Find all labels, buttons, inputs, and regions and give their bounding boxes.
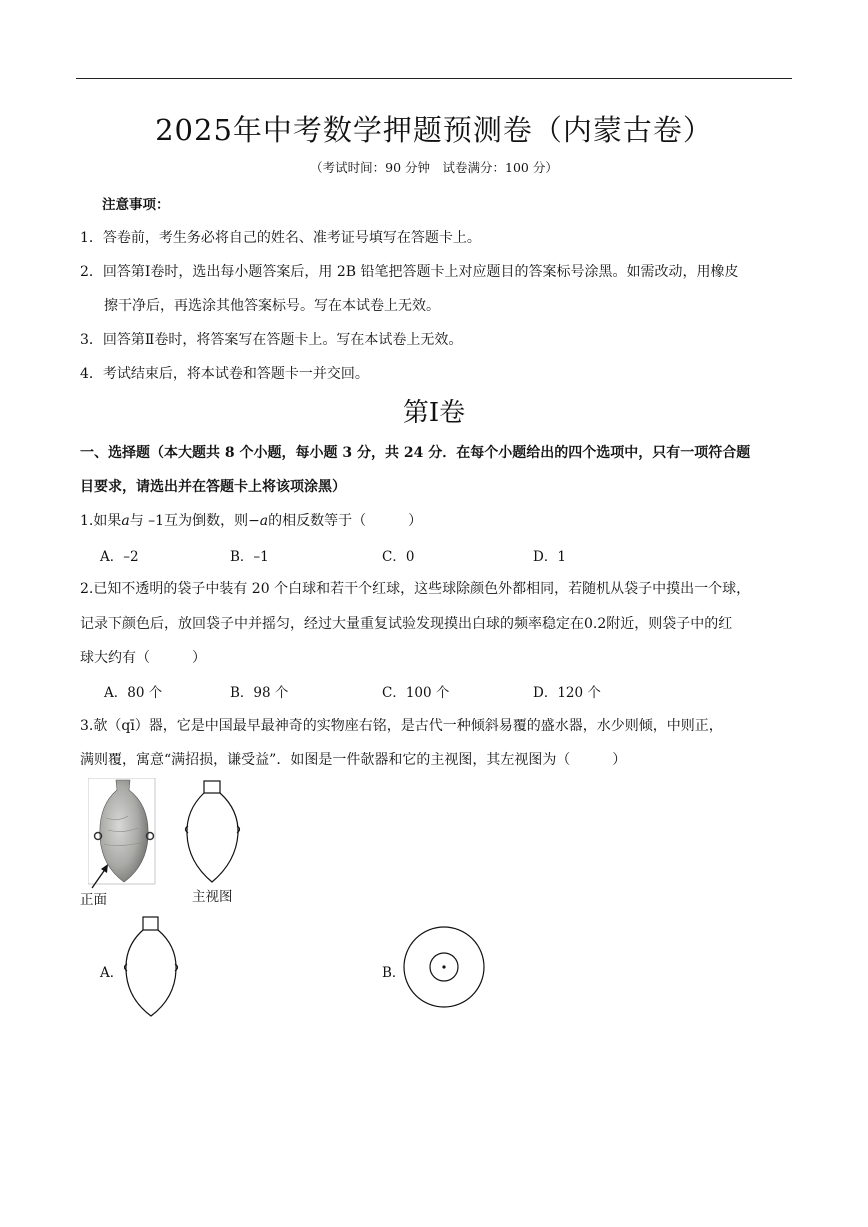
question-3-line2: 满则覆，寓意“满招损，谦受益”．如图是一件欹器和它的主视图，其左视图为（ ） xyxy=(80,752,627,768)
question-3-line1: 3.欹（qī）器，它是中国最早最神奇的实物座右铭，是古代一种倾斜易覆的盛水器，水少则倾，中则正， xyxy=(80,718,723,734)
question-2-line2: 记录下颜色后，放回袋子中并摇匀，经过大量重复试验发现摸出白球的频率稳定在0.2附近，则袋子中的红 xyxy=(80,616,733,632)
question-1 xyxy=(80,510,422,530)
notice-item-1: 1．答卷前，考生务必将自己的姓名、准考证号填写在答题卡上。 xyxy=(80,230,481,246)
q1-mid: 与 –1互为倒数，则 xyxy=(129,513,249,529)
question-2-line1: 2.已知不透明的袋子中装有 20 个白球和若干个红球，这些球除颜色外都相同，若随机从袋子中摸出一个球， xyxy=(80,581,751,597)
q3-option-a-drawing[interactable] xyxy=(118,914,186,1020)
q1-pre: 1.如果 xyxy=(80,513,122,529)
caption-main-view: 主视图 xyxy=(192,889,233,905)
q3-option-a-label[interactable]: A． xyxy=(100,965,124,981)
question-2-line3: 球大约有（ ） xyxy=(80,650,206,666)
exam-subtitle: （考试时间：90 分钟 试卷满分：100 分） xyxy=(310,160,558,175)
q2-option-c[interactable]: C．100 个 xyxy=(382,685,450,701)
q2-option-a[interactable]: A．80 个 xyxy=(104,685,163,701)
notice-item-4: 4．考试结束后，将本试卷和答题卡一并交回。 xyxy=(80,366,369,382)
notice-item-2-cont: 擦干净后，再选涂其他答案标号。写在本试卷上无效。 xyxy=(104,298,440,314)
q1-option-c[interactable]: C．0 xyxy=(382,549,415,565)
part1-heading-line2: 目要求，请选出并在答题卡上将该项涂黑） xyxy=(80,479,346,495)
caption-front: 正面 xyxy=(80,892,107,908)
q1-option-d[interactable]: D．1 xyxy=(533,549,566,565)
q2-option-b[interactable]: B．98 个 xyxy=(230,685,289,701)
q2-option-d[interactable]: D．120 个 xyxy=(533,685,601,701)
notice-item-3: 3．回答第Ⅱ卷时，将答案写在答题卡上。写在本试卷上无效。 xyxy=(80,332,463,348)
section-title: 第Ⅰ卷 xyxy=(402,398,466,428)
q1-post: 的相反数等于（ ） xyxy=(268,513,423,529)
part1-heading-line1: 一、选择题（本大题共 8 个小题，每小题 3 分，共 24 分．在每个小题给出的四个选项中，只有一项符合题 xyxy=(80,445,751,461)
notice-item-2: 2．回答第Ⅰ卷时，选出每小题答案后，用 2B 铅笔把答题卡上对应题目的答案标号涂黑。如需改动，用橡皮 xyxy=(80,264,739,280)
q1-neg-a: −a xyxy=(248,513,269,529)
notice-heading: 注意事项： xyxy=(102,197,170,213)
q1-option-b[interactable]: B．–1 xyxy=(230,549,269,565)
q1-option-a[interactable]: A．–2 xyxy=(100,549,139,565)
q3-option-b-drawing[interactable] xyxy=(402,925,486,1009)
q3-option-b-label[interactable]: B． xyxy=(382,965,406,981)
q1-var-a: a xyxy=(121,513,130,529)
exam-title: 2025年中考数学押题预测卷（内蒙古卷） xyxy=(155,113,713,147)
main-view-drawing xyxy=(182,778,248,886)
top-rule xyxy=(76,78,792,79)
